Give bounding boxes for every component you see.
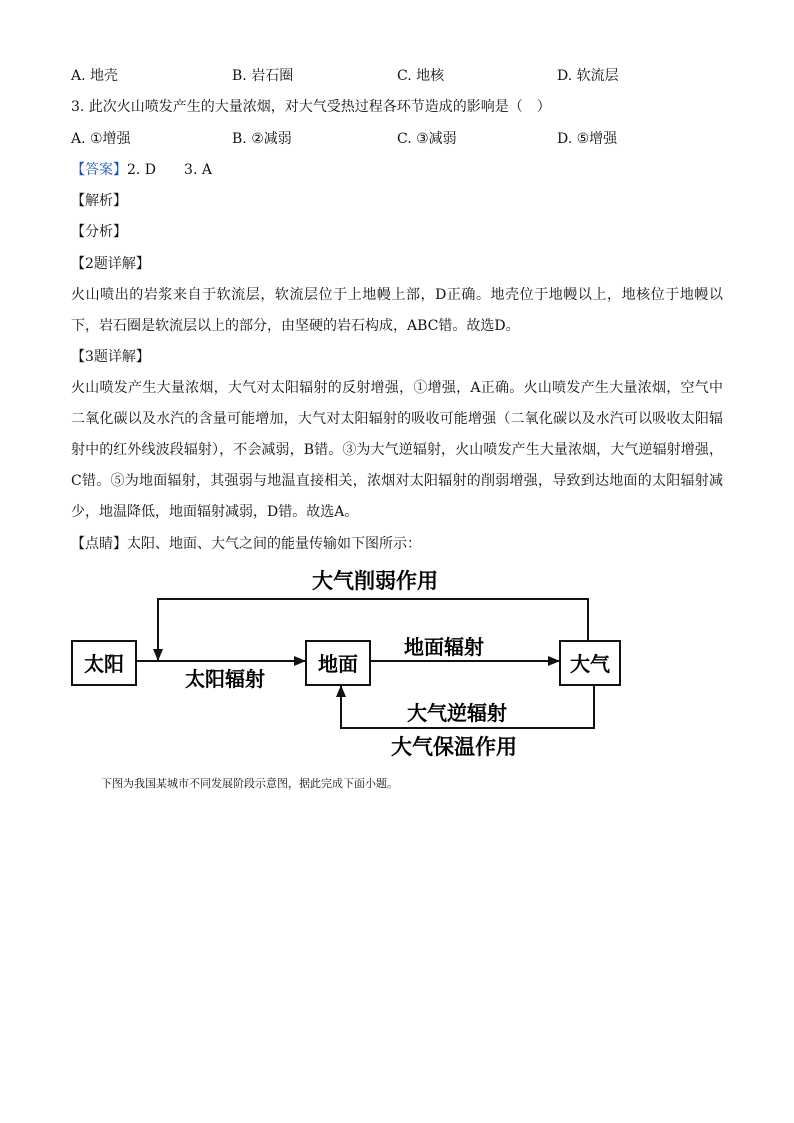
ground-label: 地面: [318, 652, 358, 676]
q3-stem: 3. 此次火山喷发产生的大量浓烟，对大气受热过程各环节造成的影响是（ ）: [71, 99, 551, 115]
weakening-label: 大气削弱作用: [312, 569, 438, 593]
ground-radiation-label: 地面辐射: [404, 635, 484, 659]
analysis-tag: 【解析】: [71, 193, 127, 209]
counter-radiation-label: 大气逆辐射: [407, 701, 507, 725]
q3-detail-text: 火山喷发产生大量浓烟，大气对太阳辐射的反射增强，①增强，A正确。火山喷发产生大量浓烟，空气中二氧化碳以及水汽的含量可能增加，大气对太阳辐射的吸收可能增强（二氧化碳以及水汽可以吸收太阳辐射中的红外线波段辐射），不会减弱，B错。③为大气逆辐射，火山喷发产生大量浓烟，大气逆辐射增强，C错。⑤为地面辐射，其强弱与地温直接相关，浓烟对太阳辐射的削弱增强，导致到达地面的太阳辐射减少，地温降低，地面辐射减弱，D错。故选A。: [71, 380, 723, 520]
q3-option-a: A. ①增强: [71, 131, 131, 147]
comment-text: 太阳、地面、大气之间的能量传输如下图所示：: [127, 536, 421, 552]
fenxi-tag: 【分析】: [71, 224, 127, 240]
q2-option-d: D. 软流层: [557, 68, 619, 84]
q3-option-d: D. ⑤增强: [557, 131, 618, 147]
answer-tag: 【答案】: [71, 162, 127, 178]
solar-radiation-label: 太阳辐射: [185, 667, 265, 691]
q3-detail-tag: 【3题详解】: [71, 349, 150, 365]
q3-option-c: C. ③减弱: [397, 131, 457, 147]
q3-option-b: B. ②减弱: [232, 131, 292, 147]
next-question-caption: 下图为我国某城市不同发展阶段示意图，据此完成下面小题。: [101, 777, 398, 790]
atmosphere-label: 大气: [570, 652, 610, 676]
q2-detail-text: 火山喷出的岩浆来自于软流层，软流层位于上地幔上部，D正确。地壳位于地幔以上，地核位于地幔以下，岩石圈是软流层以上的部分，由坚硬的岩石构成，ABC错。故选D。: [71, 287, 723, 334]
comment-line: [71, 534, 421, 554]
q2-option-b: B. 岩石圈: [232, 68, 294, 84]
energy-transfer-diagram: [60, 560, 640, 770]
q2-option-c: C. 地核: [397, 68, 445, 84]
insulation-label: 大气保温作用: [391, 735, 517, 759]
sun-label: 太阳: [84, 652, 124, 676]
comment-tag: 【点睛】: [71, 536, 127, 552]
answer-line: [71, 160, 212, 180]
weakening-arrow: [158, 599, 588, 660]
answer-text: 2. D 3. A: [127, 162, 212, 178]
q2-option-a: A. 地壳: [71, 68, 119, 84]
q2-detail-tag: 【2题详解】: [71, 256, 150, 272]
